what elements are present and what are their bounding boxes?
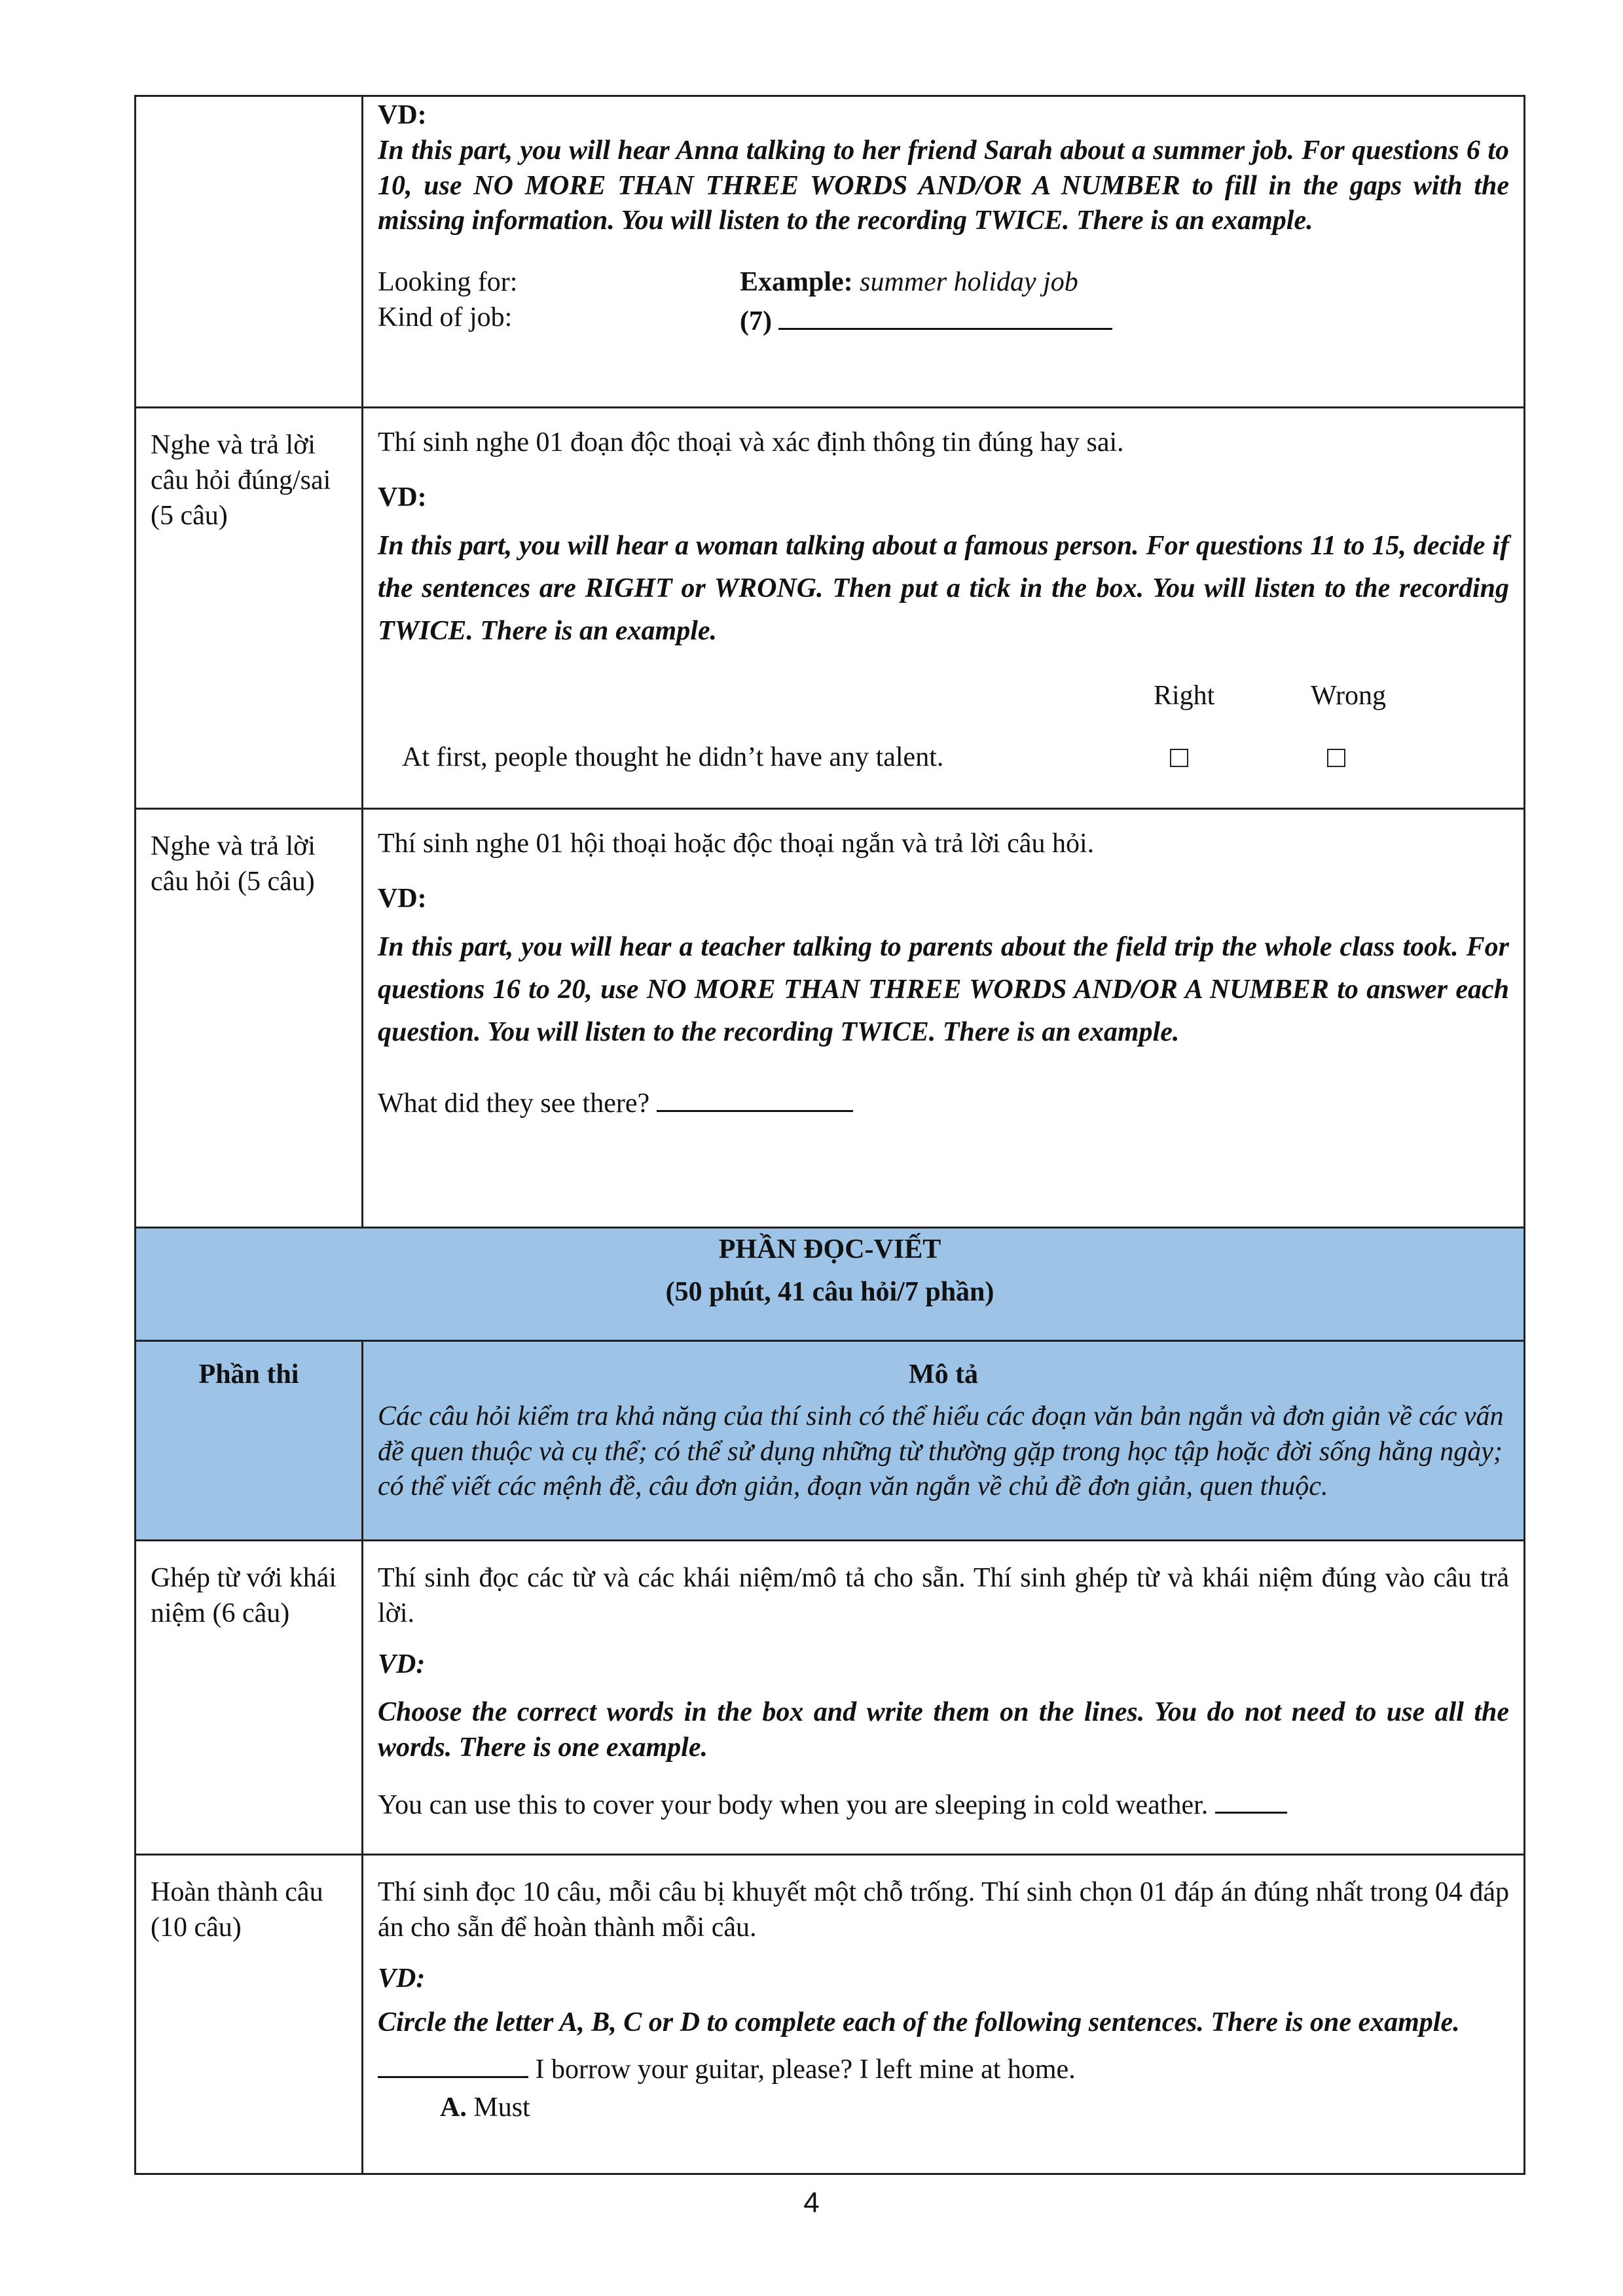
col-part-header-cell: [136, 1341, 363, 1541]
row-true-false: [136, 408, 1525, 809]
vd-label: VD:: [378, 482, 427, 512]
col-desc-header: Mô tả: [908, 1359, 979, 1390]
example-sentence: You can use this to cover your body when you are sleeping in cold weather.: [378, 1789, 1209, 1820]
vd-label: VD:: [378, 100, 427, 130]
form-label-kind-of-job: Kind of job:: [378, 302, 513, 332]
example-question: What did they see there?: [378, 1088, 650, 1119]
reading-section-header: [136, 1228, 1525, 1341]
instruction-text: In this part, you will hear Anna talking to her friend Sarah about a summer job. For questions 6 to 10, use NO MORE THAN THREE WORDS AND/OR A NUMBER to fill in the gaps with the missing information. You will listen to the recording TWICE. There is an example.: [378, 135, 1509, 236]
example-statement: At first, people thought he didn’t have any talent.: [402, 742, 944, 772]
row-gap-fill: [136, 96, 1525, 408]
form-blank-7: [740, 300, 1509, 340]
instruction-text: Choose the correct words in the box and write them on the lines. You do not need to use all the words. There is one example.: [378, 1697, 1509, 1763]
part-cell: [136, 1541, 363, 1855]
example-question-line: [378, 1083, 1509, 1122]
row-match-words: [136, 1541, 1525, 1855]
right-label: Right: [1154, 680, 1215, 711]
intro-text: Thí sinh nghe 01 hội thoại hoặc độc thoại ngắn và trả lời câu hỏi.: [378, 829, 1095, 859]
option-a: [440, 2090, 1509, 2126]
exam-structure-table: [134, 95, 1525, 2175]
answer-blank: [378, 2049, 528, 2078]
description-cell: [363, 809, 1525, 1228]
row-answer-questions: [136, 809, 1525, 1228]
description-cell: [363, 1855, 1525, 2174]
part-label: Hoàn thành câu (10 câu): [151, 1877, 323, 1943]
form-label-looking-for: Looking for:: [378, 267, 518, 297]
part-label: Ghép từ với khái niệm (6 câu): [151, 1563, 337, 1628]
form-example: [740, 265, 1509, 300]
part-cell: [136, 1855, 363, 2174]
answer-blank: [778, 300, 1112, 330]
right-wrong-header: [378, 679, 1509, 714]
part-label: Nghe và trả lời câu hỏi đúng/sai (5 câu): [151, 430, 331, 531]
wrong-label: Wrong: [1311, 680, 1386, 711]
section-title-cell: [136, 1228, 1525, 1341]
section-subtitle: (50 phút, 41 câu hỏi/7 phần): [665, 1277, 994, 1308]
answer-blank: [657, 1083, 853, 1112]
intro-text: Thí sinh đọc các từ và các khái niệm/mô tả cho sẵn. Thí sinh ghép từ và khái niệm đúng vào câu trả lời.: [378, 1563, 1509, 1628]
example-statement-row: [378, 740, 1509, 776]
example-sentence: I borrow your guitar, please? I left mine at home.: [535, 2054, 1076, 2085]
option-letter: A.: [440, 2092, 467, 2123]
part-cell: [136, 408, 363, 809]
example-form: [378, 265, 1509, 340]
example-keyword: Example:: [740, 267, 853, 297]
intro-text: Thí sinh nghe 01 đoạn độc thoại và xác định thông tin đúng hay sai.: [378, 427, 1124, 457]
description-cell: [363, 96, 1525, 408]
instruction-text: In this part, you will hear a woman talking about a famous person. For questions 11 to 15, decide if the sentences are RIGHT or WRONG. Then put a tick in the box. You will listen to the recording TWICE. There is an example.: [378, 530, 1509, 646]
instruction-text: Circle the letter A, B, C or D to complete each of the following sentences. There is one example.: [378, 2007, 1460, 2038]
question-number: (7): [740, 306, 772, 336]
vd-label: VD:: [378, 1963, 426, 1994]
right-checkbox[interactable]: [1170, 749, 1188, 767]
example-value: summer holiday job: [860, 267, 1078, 297]
instruction-text: In this part, you will hear a teacher talking to parents about the field trip the whole class took. For questions 16 to 20, use NO MORE THAN THREE WORDS AND/OR A NUMBER to answer each question. You will listen to the recording TWICE. There is an example.: [378, 931, 1509, 1047]
answer-blank: [1215, 1784, 1287, 1814]
vd-label: VD:: [378, 1649, 426, 1679]
part-cell-empty: [136, 96, 363, 408]
reading-description: Các câu hỏi kiểm tra khả năng của thí sinh có thể hiểu các đoạn văn bản ngắn và đơn giản về các vấn đề quen thuộc và cụ thể; có thể sử dụng những từ thường gặp trong học tập hoặc đời sống hằng ngày; có thể viết các mệnh đề, câu đơn giản, đoạn văn ngắn về chủ đề đơn giản, quen thuộc.: [378, 1401, 1504, 1502]
column-header-row: [136, 1341, 1525, 1541]
intro-text: Thí sinh đọc 10 câu, mỗi câu bị khuyết một chỗ trống. Thí sinh chọn 01 đáp án đúng nhất trong 04 đáp án cho sẵn để hoàn thành mỗi câu.: [378, 1877, 1509, 1943]
part-label: Nghe và trả lời câu hỏi (5 câu): [151, 831, 316, 897]
wrong-checkbox[interactable]: [1327, 749, 1345, 767]
page-number: 4: [803, 2187, 820, 2219]
example-line: [378, 2049, 1509, 2088]
vd-label: VD:: [378, 883, 427, 914]
description-cell: [363, 408, 1525, 809]
col-desc-header-cell: [363, 1341, 1525, 1541]
row-complete-sentences: [136, 1855, 1525, 2174]
section-title: PHẦN ĐỌC-VIẾT: [718, 1234, 941, 1265]
part-cell: [136, 809, 363, 1228]
description-cell: [363, 1541, 1525, 1855]
option-text: Must: [473, 2092, 530, 2123]
example-line: [378, 1784, 1509, 1823]
col-part-header: Phần thi: [198, 1359, 299, 1390]
